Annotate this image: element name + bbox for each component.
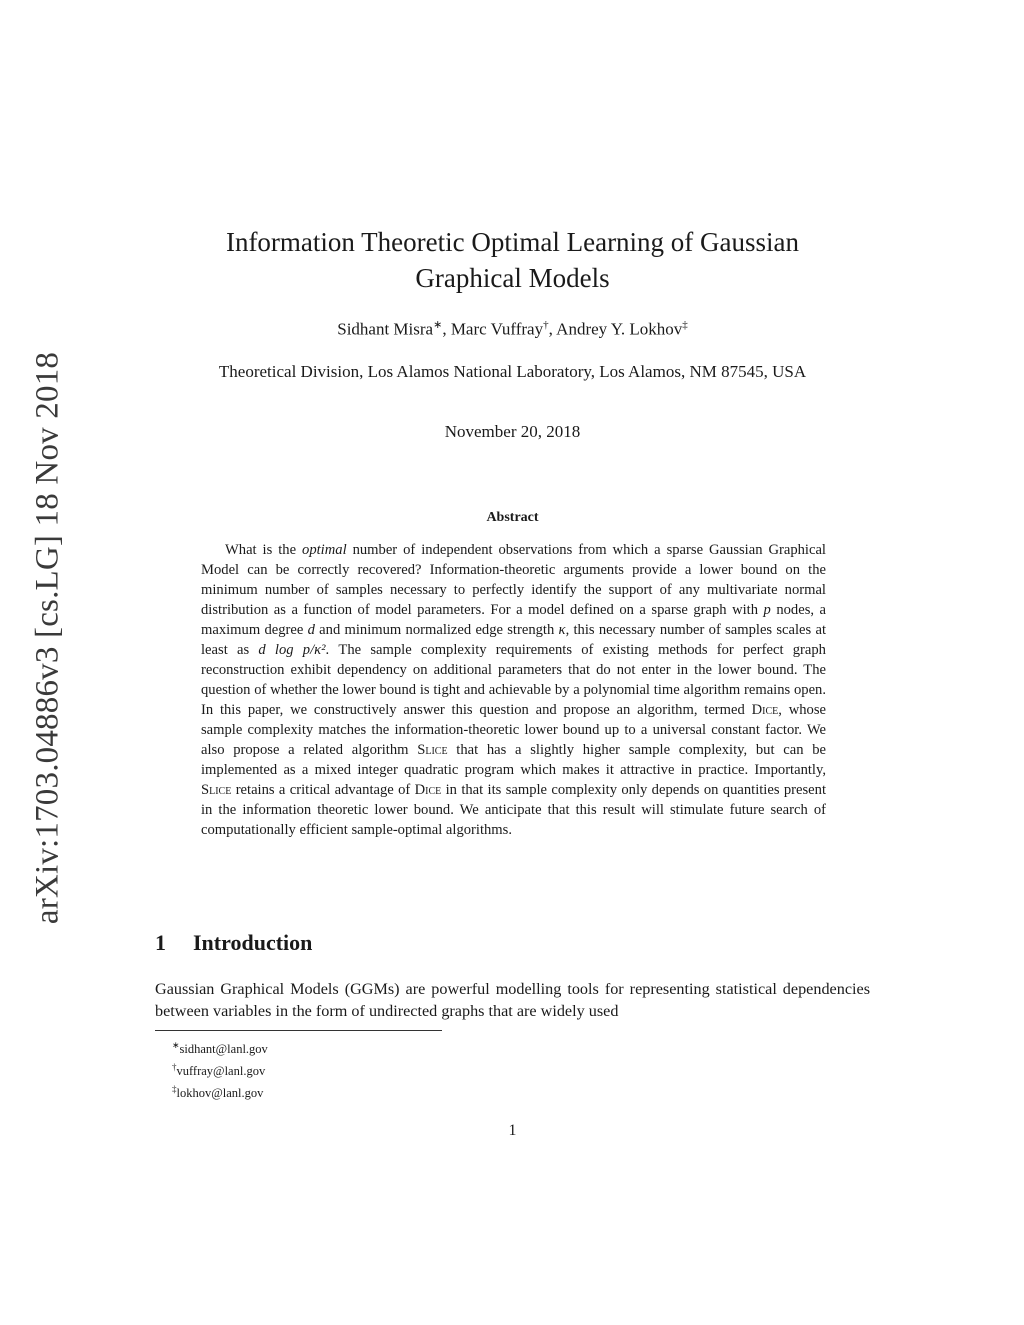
author-footnote-mark: ‡ [682, 319, 688, 331]
abstract-fragment: nodes, a maximum degree [201, 602, 826, 638]
algorithm-name-slice: Slice [417, 742, 448, 758]
abstract-text [201, 540, 826, 840]
abstract-fragment: and minimum normalized edge strength [314, 622, 559, 638]
abstract-fragment: retains a critical advantage of [231, 782, 415, 798]
footnote-list [172, 1036, 268, 1102]
footnote-mark: † [172, 1062, 177, 1073]
author-name: Marc Vuffray [450, 319, 544, 339]
page-number: 1 [508, 1122, 517, 1139]
footnote-mark: ∗ [172, 1040, 180, 1050]
title-line-1: Information Theoretic Optimal Learning of Gaussian [225, 227, 800, 257]
footnote-divider [155, 1030, 442, 1031]
paper-title [155, 224, 870, 296]
algorithm-name-slice: Slice [201, 782, 232, 798]
author-name: Sidhant Misra [337, 319, 434, 339]
section-heading-introduction [155, 930, 312, 956]
author-footnote-mark: † [543, 319, 549, 331]
footnote-email[interactable]: sidhant@lanl.gov [179, 1042, 268, 1057]
math-variable-p: p [763, 602, 771, 618]
algorithm-name-dice: Dice [751, 702, 779, 718]
author-name: Andrey Y. Lokhov [556, 319, 683, 339]
footnote-item [172, 1080, 268, 1102]
author-list: Sidhant Misra∗, Marc Vuffray†, Andrey Y. Lokhov‡ [337, 319, 688, 339]
math-formula-sample-bound: d log p/κ² [258, 642, 326, 658]
section-title: Introduction [193, 930, 313, 955]
author-affiliation: Theoretical Division, Los Alamos National Laboratory, Los Alamos, NM 87545, USA [218, 362, 807, 381]
footnote-email[interactable]: lokhov@lanl.gov [176, 1086, 264, 1101]
introduction-paragraph: Gaussian Graphical Models (GGMs) are powerful modelling tools for representing statistical dependencies between variables in the form of undirected graphs that are widely used [155, 980, 870, 1020]
author-footnote-mark: ∗ [433, 319, 443, 331]
math-variable-d: d [307, 622, 315, 638]
abstract-fragment: that has a slightly higher sample complexity, but can be implemented as a mixed integer quadratic program which makes it attractive in practice. Importantly, [201, 742, 826, 778]
abstract-heading: Abstract [486, 510, 539, 525]
section-number: 1 [155, 930, 166, 955]
abstract-fragment: in that its sample complexity only depends on quantities present in the information theoretic lower bound. We anticipate that this result will stimulate future search of computationally efficient sample-optimal algorithms. [201, 782, 827, 838]
paper-date: November 20, 2018 [444, 422, 581, 441]
emphasis-optimal: optimal [302, 542, 347, 558]
title-line-2: Graphical Models [415, 263, 610, 293]
math-variable-kappa: κ [558, 622, 566, 638]
abstract-fragment: , this necessary number of samples scales at least as [201, 622, 827, 658]
abstract-fragment: number of independent observations from which a sparse Gaussian Graphical Model can be correctly recovered? Information-theoretic arguments provide a lower bound on the minimum number of samples necessary to perfectly identify the support of any multivariate normal distribution as a function of model parameters. For a model defined on a sparse graph with [201, 542, 826, 618]
algorithm-name-dice: Dice [414, 782, 442, 798]
arxiv-identifier-stamp[interactable]: arXiv:1703.04886v3 [cs.LG] 18 Nov 2018 [29, 351, 66, 925]
abstract-fragment: , whose sample complexity matches the information-theoretic lower bound up to a universal constant factor. We also propose a related algorithm [201, 702, 826, 758]
footnote-mark: ‡ [172, 1084, 177, 1095]
abstract-fragment: What is the [225, 542, 303, 558]
footnote-item [172, 1058, 268, 1080]
abstract-fragment: . The sample complexity requirements of existing methods for perfect graph reconstruction exhibit dependency on additional parameters that do not enter in the lower bound. The question of whether the lower bound is tight and achievable by a polynomial time algorithm remains open. In this paper, we constructively answer this question and propose an algorithm, termed [201, 642, 826, 718]
footnote-item [172, 1036, 268, 1058]
footnote-email[interactable]: vuffray@lanl.gov [176, 1064, 266, 1079]
